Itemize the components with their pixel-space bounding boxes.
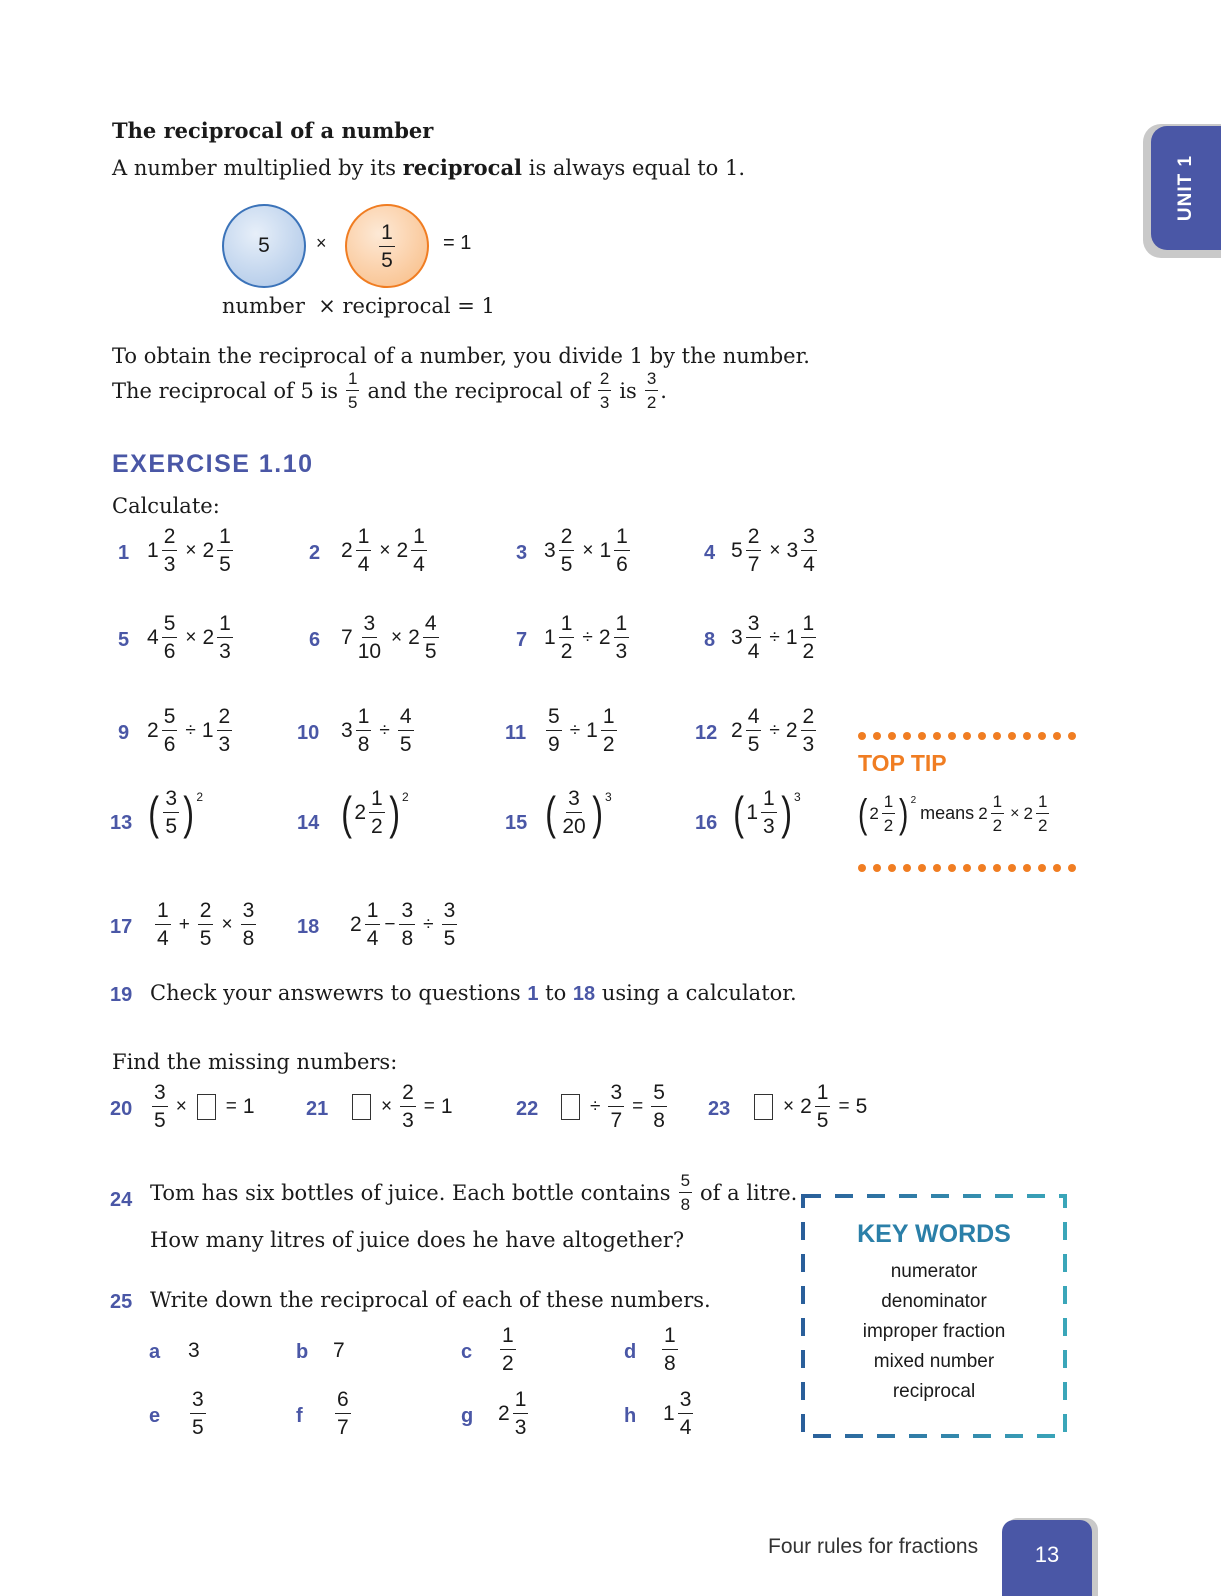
sub-letter: g — [461, 1405, 474, 1427]
question-number: 13 — [110, 812, 133, 834]
circle-number: 5 — [258, 234, 270, 257]
expression: ( 1 $\frac{1}{3}$ ) 3 — [733, 786, 801, 839]
question-number: 2 — [309, 542, 321, 564]
sub-letter: b — [296, 1341, 309, 1363]
unit-tab-label: UNIT 1 — [1175, 154, 1196, 222]
diagram-caption: number × reciprocal = 1 — [222, 294, 495, 318]
sub-letter: f — [296, 1405, 303, 1427]
question-number: 4 — [704, 542, 716, 564]
sub-letter: a — [149, 1341, 161, 1363]
expression: $\frac{3}{5}$ — [192, 1388, 204, 1439]
expression: 1 $\frac{1}{2}$ ÷ 2 $\frac{1}{3}$ — [544, 612, 628, 663]
expression: $\frac{3}{5}$ × = 1 — [154, 1081, 255, 1132]
question-number: 19 — [110, 984, 133, 1006]
footer-chapter: Four rules for fractions — [768, 1535, 979, 1558]
expression: $\frac{1}{2}$ — [502, 1324, 514, 1375]
question-number: 5 — [118, 629, 130, 651]
expression: 4 $\frac{5}{6}$ × 2 $\frac{1}{3}$ — [147, 612, 231, 663]
expression: 5 $\frac{2}{7}$ × 3 $\frac{3}{4}$ — [731, 525, 815, 576]
top-tip-dots-top — [858, 725, 1083, 744]
key-word: mixed number — [873, 1351, 995, 1372]
expression: ( $\frac{3}{20}$ ) 3 — [545, 786, 612, 839]
expression: 3 $\frac{1}{8}$ ÷ $\frac{4}{5}$ — [341, 705, 412, 756]
question-number: 24 — [110, 1189, 133, 1211]
circle-fraction: $\frac{1}{5}$ — [381, 220, 393, 272]
question-number: 15 — [505, 812, 528, 834]
expression: ( 2 $\frac{1}{2}$ ) 2 — [341, 786, 409, 839]
question-number: 25 — [110, 1291, 133, 1313]
expression: 1 $\frac{2}{3}$ × 2 $\frac{1}{5}$ — [147, 525, 231, 576]
expression: $\frac{5}{9}$ ÷ 1 $\frac{1}{2}$ — [548, 705, 615, 756]
key-word: improper fraction — [862, 1321, 1006, 1342]
expression: 2 $\frac{4}{5}$ ÷ 2 $\frac{2}{3}$ — [731, 705, 815, 756]
expression: 7 — [333, 1339, 345, 1362]
question-number: 11 — [505, 722, 527, 744]
question-number: 18 — [297, 916, 320, 938]
expression: 7 $\frac{3}{10}$ × 2 $\frac{4}{5}$ — [341, 612, 437, 663]
blank-box[interactable] — [754, 1094, 773, 1120]
question-number: 3 — [516, 542, 528, 564]
intro-text: A number multiplied by its reciprocal is always equal to 1. — [112, 155, 746, 180]
expression: 3 $\frac{2}{5}$ × 1 $\frac{1}{6}$ — [544, 525, 628, 576]
q25-text: Write down the reciprocal of each of these numbers. — [150, 1288, 711, 1312]
question-number: 8 — [704, 629, 716, 651]
expression: $\frac{1}{8}$ — [664, 1324, 676, 1375]
key-word: numerator — [890, 1261, 978, 1282]
question-number: 9 — [118, 722, 130, 744]
reciprocal-circle — [345, 204, 429, 288]
question-number: 21 — [306, 1098, 329, 1120]
unit-tab-inner — [1151, 126, 1221, 250]
q24-line-2: How many litres of juice does he have altogether? — [150, 1228, 685, 1252]
explain-line-1: To obtain the reciprocal of a number, you divide 1 by the number. — [112, 344, 810, 368]
expression: 3 $\frac{3}{4}$ ÷ 1 $\frac{1}{2}$ — [731, 612, 815, 663]
page-number: 13 — [1034, 1542, 1060, 1567]
question-number: 20 — [110, 1098, 133, 1120]
question-number: 17 — [110, 916, 133, 938]
expression: $\frac{1}{4}$ + $\frac{2}{5}$ × $\frac{3}{8}$ — [157, 899, 255, 950]
expression: × $\frac{2}{3}$ = 1 — [348, 1082, 453, 1131]
question-number: 7 — [516, 629, 528, 651]
sub-letter: e — [149, 1405, 161, 1427]
key-word: reciprocal — [892, 1381, 976, 1402]
key-word: denominator — [881, 1291, 987, 1312]
sub-letter: d — [624, 1341, 637, 1363]
calculate-label: Calculate: — [112, 494, 220, 518]
expression: 1 $\frac{3}{4}$ — [663, 1388, 692, 1439]
expression: ( $\frac{3}{5}$ ) 2 — [148, 786, 204, 839]
top-tip-dots-bottom — [858, 857, 1083, 876]
question-number: 22 — [516, 1098, 539, 1120]
blank-box[interactable] — [197, 1094, 216, 1120]
blank-box[interactable] — [352, 1094, 371, 1120]
top-tip-expression: ( 2 $\frac{1}{2}$ ) 2 means 2 $\frac{1}{2}$ × 2 $\frac{1}{2}$ — [857, 791, 1048, 836]
expression: ÷ $\frac{3}{7}$ = $\frac{5}{8}$ — [557, 1082, 669, 1131]
expression: 2 $\frac{1}{4}$ × 2 $\frac{1}{4}$ — [341, 525, 425, 576]
q19-text: Check your answewrs to questions 1 to 18 using a calculator. — [150, 981, 797, 1005]
question-number: 10 — [297, 722, 320, 744]
expression: 2 $\frac{5}{6}$ ÷ 1 $\frac{2}{3}$ — [147, 705, 231, 756]
expression: 3 — [188, 1339, 200, 1362]
question-number: 12 — [695, 722, 718, 744]
key-words-title: KEY WORDS — [857, 1220, 1011, 1248]
exercise-title: EXERCISE 1.10 — [112, 450, 314, 478]
question-number: 16 — [695, 812, 718, 834]
explain-line-2: The reciprocal of 5 is $\frac{1}{5}$ and the reciprocal of $\frac{2}{3}$ is $\frac{3}{2}$ . — [112, 369, 667, 412]
expression: 2 $\frac{1}{3}$ — [498, 1388, 527, 1439]
diagram-times: × — [316, 233, 327, 253]
section-heading: The reciprocal of a number — [112, 118, 434, 143]
question-number: 6 — [309, 629, 321, 651]
key-words-box — [803, 1220, 1065, 1407]
question-number: 1 — [118, 542, 130, 564]
question-number: 23 — [708, 1098, 731, 1120]
blank-box[interactable] — [561, 1094, 580, 1120]
diagram-equals: = 1 — [443, 232, 472, 254]
find-missing-label: Find the missing numbers: — [112, 1050, 398, 1074]
sub-letter: c — [461, 1341, 473, 1363]
page-number-tab — [1002, 1520, 1092, 1596]
number-circle — [222, 204, 306, 288]
sub-letter: h — [624, 1405, 637, 1427]
expression: 2 $\frac{1}{4}$ − $\frac{3}{8}$ ÷ $\frac{3}{5}$ — [350, 899, 456, 950]
top-tip-title: TOP TIP — [858, 750, 947, 776]
expression: $\frac{6}{7}$ — [337, 1388, 349, 1439]
question-number: 14 — [297, 812, 320, 834]
q24-line-1: Tom has six bottles of juice. Each bottle contains $\frac{5}{8}$ of a litre. — [150, 1171, 798, 1214]
expression: × 2 $\frac{1}{5}$ = 5 — [750, 1082, 867, 1131]
